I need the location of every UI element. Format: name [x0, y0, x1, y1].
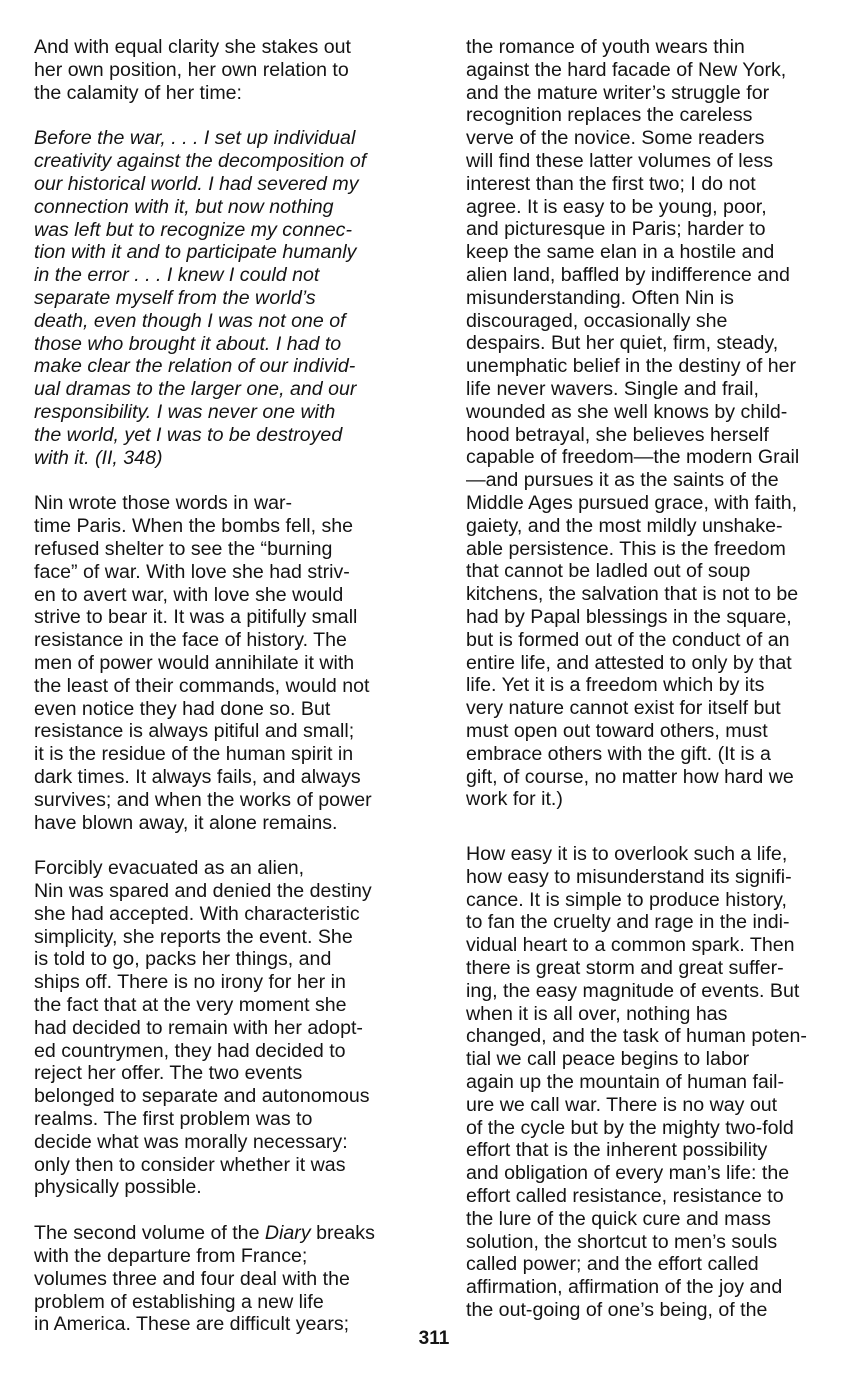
- text-line: entire life, and attested to only by that: [466, 651, 792, 674]
- text-line: the lure of the quick cure and mass: [466, 1207, 771, 1230]
- text-line: kitchens, the salvation that is not to be: [466, 583, 799, 606]
- text-line: the least of their commands, would not: [34, 674, 370, 697]
- text-line: must open out toward others, must: [466, 719, 768, 742]
- text-line: there is great storm and great suffer-: [466, 957, 784, 980]
- paragraph: [466, 843, 851, 1322]
- text-line: discouraged, occasionally she: [466, 309, 728, 332]
- text-line: physically possible.: [34, 1176, 202, 1199]
- text-line: gaiety, and the most mildly unshake-: [466, 514, 783, 537]
- text-line: is told to go, packs her things, and: [34, 948, 332, 971]
- text-line: to fan the cruelty and rage in the indi-: [466, 911, 790, 934]
- text-line: the romance of youth wears thin: [466, 36, 745, 58]
- text-line: the out-going of one’s being, of the: [466, 1299, 768, 1322]
- text-line: en to avert war, with love she would: [34, 583, 344, 606]
- text-run: The second volume of the: [34, 1222, 265, 1245]
- paragraph: [34, 492, 419, 834]
- block-quote: [34, 127, 419, 469]
- text-line: even notice they had done so. But: [34, 697, 331, 720]
- italic-title: Diary: [264, 1222, 311, 1245]
- text-line: the fact that at the very moment she: [34, 994, 347, 1017]
- text-line: the world, yet I was to be destroyed: [34, 423, 343, 446]
- text-line: ing, the easy magnitude of events. But: [466, 979, 800, 1002]
- text-line: face” of war. With love she had striv-: [34, 560, 350, 583]
- text-line: resistance in the face of history. The: [34, 629, 347, 652]
- text-line: life never wavers. Single and frail,: [466, 377, 759, 400]
- text-line: effort called resistance, resistance to: [466, 1185, 784, 1208]
- text-line: make clear the relation of our individ-: [34, 355, 356, 378]
- text-line: Before the war, . . . I set up individual: [34, 127, 356, 150]
- text-line: called power; and the effort called: [466, 1253, 759, 1276]
- text-line: ure we call war. There is no way out: [466, 1093, 778, 1116]
- text-line: time Paris. When the bombs fell, she: [34, 515, 354, 538]
- text-run: breaks: [310, 1222, 375, 1245]
- text-line: of the cycle but by the mighty two-fold: [466, 1116, 794, 1139]
- text-line: misunderstanding. Often Nin is: [466, 286, 734, 309]
- text-line: embrace others with the gift. (It is a: [466, 742, 771, 765]
- text-line: ships off. There is no irony for her in: [34, 971, 346, 994]
- page-number: 311: [418, 1328, 450, 1349]
- text-line: agree. It is easy to be young, poor,: [466, 195, 767, 218]
- text-line: ual dramas to the larger one, and our: [34, 378, 357, 401]
- text-line: changed, and the task of human poten-: [466, 1025, 807, 1048]
- text-line: life. Yet it is a freedom which by its: [466, 674, 765, 697]
- text-line: men of power would annihilate it with: [34, 651, 355, 674]
- text-line: had decided to remain with her adopt-: [34, 1016, 363, 1039]
- text-line: in the error . . . I knew I could not: [34, 264, 320, 287]
- text-line: but is formed out of the conduct of an: [466, 628, 790, 651]
- text-line: work for it.): [466, 788, 563, 811]
- text-line: Nin was spared and denied the destiny: [34, 880, 372, 903]
- text-line: keep the same elan in a hostile and: [466, 241, 775, 264]
- text-line: only then to consider whether it was: [34, 1153, 346, 1176]
- text-line: will find these latter volumes of less: [466, 149, 774, 172]
- text-line: responsibility. I was never one with: [34, 400, 336, 423]
- text-line: against the hard facade of New York,: [466, 58, 787, 81]
- text-line: Forcibly evacuated as an alien,: [34, 857, 305, 880]
- text-line: And with equal clarity she stakes out: [34, 36, 351, 58]
- text-line: vidual heart to a common spark. Then: [466, 934, 795, 957]
- text-line: had by Papal blessings in the square,: [466, 605, 792, 628]
- text-line: very nature cannot exist for itself but: [466, 697, 781, 720]
- text-line: wounded as she well knows by child-: [466, 400, 788, 423]
- text-line: decide what was morally necessary:: [34, 1130, 348, 1153]
- text-line: gift, of course, no matter how hard we: [466, 765, 794, 788]
- text-line: dark times. It always fails, and always: [34, 765, 361, 788]
- text-line: Middle Ages pursued grace, with faith,: [466, 491, 798, 514]
- text-line: creativity against the decomposition of: [34, 150, 367, 173]
- paragraph: [34, 1222, 419, 1336]
- text-line: unemphatic belief in the destiny of her: [466, 355, 797, 378]
- text-line: verve of the novice. Some readers: [466, 127, 765, 150]
- text-line: simplicity, she reports the event. She: [34, 925, 353, 948]
- text-line: despairs. But her quiet, firm, steady,: [466, 332, 779, 355]
- text-line: have blown away, it alone remains.: [34, 811, 338, 834]
- text-line: recognition replaces the careless: [466, 104, 753, 127]
- text-line: How easy it is to overlook such a life,: [466, 843, 788, 866]
- text-line: tial we call peace begins to labor: [466, 1048, 750, 1071]
- text-line: connection with it, but now nothing: [34, 195, 334, 218]
- text-line: how easy to misunderstand its signifi-: [466, 865, 792, 888]
- text-line: death, even though I was not one of: [34, 309, 346, 332]
- text-line: capable of freedom—the modern Grail: [466, 446, 800, 469]
- text-line: [34, 1222, 419, 1245]
- text-line: effort that is the inherent possibility: [466, 1139, 768, 1162]
- text-line: with it. (II, 348): [34, 446, 163, 469]
- text-line: resistance is always pitiful and small;: [34, 720, 355, 743]
- text-line: and the mature writer’s struggle for: [466, 81, 770, 104]
- text-line: it is the residue of the human spirit in: [34, 743, 354, 766]
- text-line: survives; and when the works of power: [34, 788, 372, 811]
- text-line: that cannot be ladled out of soup: [466, 560, 751, 583]
- left-column: [34, 36, 419, 1336]
- text-line: separate myself from the world’s: [34, 286, 316, 309]
- text-line: again up the mountain of human fail-: [466, 1071, 785, 1094]
- text-line: belonged to separate and autonomous: [34, 1085, 370, 1108]
- paragraph: [34, 36, 419, 104]
- text-line: —and pursues it as the saints of the: [466, 469, 779, 492]
- text-line: and picturesque in Paris; harder to: [466, 218, 766, 241]
- text-line: and obligation of every man’s life: the: [466, 1162, 790, 1185]
- text-line: was left but to recognize my connec-: [34, 218, 353, 241]
- text-line: in America. These are difficult years;: [34, 1313, 350, 1336]
- text-line: cance. It is simple to produce history,: [466, 888, 787, 911]
- text-line: those who brought it about. I had to: [34, 332, 342, 355]
- paragraph: [34, 857, 419, 1199]
- text-line: ed countrymen, they had decided to: [34, 1039, 346, 1062]
- text-line: refused shelter to see the “burning: [34, 537, 333, 560]
- text-line: our historical world. I had severed my: [34, 172, 359, 195]
- text-line: strive to bear it. It was a pitifully small: [34, 606, 358, 629]
- text-line: realms. The first problem was to: [34, 1108, 313, 1131]
- text-line: interest than the first two; I do not: [466, 172, 756, 195]
- paragraph: [466, 36, 851, 811]
- text-line: tion with it and to participate humanly: [34, 241, 357, 264]
- text-line: the calamity of her time:: [34, 81, 242, 104]
- text-line: alien land, baffled by indifference and: [466, 263, 790, 286]
- text-line: able persistence. This is the freedom: [466, 537, 786, 560]
- text-line: hood betrayal, she believes herself: [466, 423, 769, 446]
- text-line: with the departure from France;: [34, 1245, 308, 1268]
- paragraph-rest: [34, 1245, 419, 1336]
- text-line: reject her offer. The two events: [34, 1062, 303, 1085]
- text-line: her own position, her own relation to: [34, 58, 349, 81]
- text-line: Nin wrote those words in war-: [34, 492, 293, 515]
- text-line: when it is all over, nothing has: [466, 1002, 728, 1025]
- text-line: volumes three and four deal with the: [34, 1267, 350, 1290]
- text-line: solution, the shortcut to men’s souls: [466, 1230, 778, 1253]
- text-line: she had accepted. With characteristic: [34, 902, 360, 925]
- text-line: problem of establishing a new life: [34, 1290, 324, 1313]
- text-line: affirmation, affirmation of the joy and: [466, 1276, 783, 1299]
- right-column: [466, 36, 851, 1322]
